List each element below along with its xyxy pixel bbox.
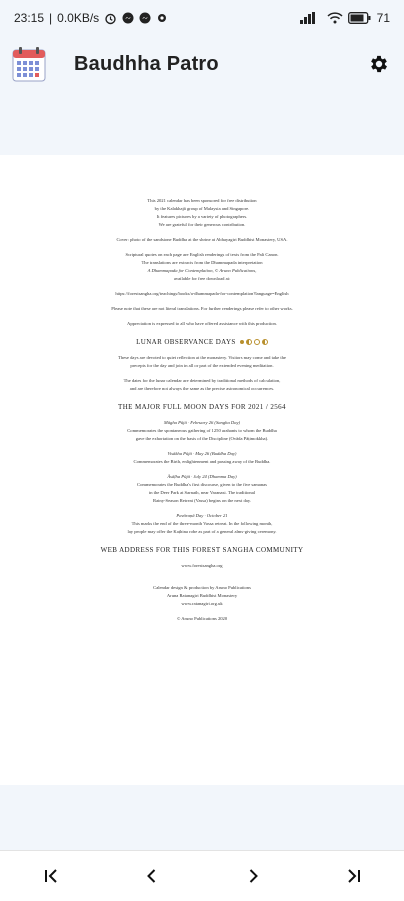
status-bar: 23:15 | 0.0KB/s 71: [14, 11, 390, 25]
credits-text: Calendar design & production by Aruno Publications Aruna Ratanagiri Buddhist Monastery www.ratanagiri.org.uk: [153, 585, 251, 606]
battery-icon: [348, 12, 372, 24]
last-page-button[interactable]: [329, 856, 379, 896]
half-moon-icon: [246, 339, 252, 345]
last-page-icon: [345, 867, 363, 885]
pavarana-day: Pavāraṇā Day · October 21 This marks the end of the three-month Vassa retreat. In the following month, lay people may offer the Kaṭhina robe as part of a general alms-giving ceremony.: [127, 513, 277, 534]
chevron-left-icon: [143, 867, 161, 885]
chevron-right-icon: [244, 867, 262, 885]
magha-puja: Māgha Pūjā · February 26 (Sangha Day) Commemorates the spontaneous gathering of 1250 arahants to whom the Buddha gave the exhortation on the basis of the Discipline (Ovāda Pāṭimokkha).: [127, 420, 277, 441]
settings-button[interactable]: [366, 51, 392, 77]
app-bar: [0, 36, 404, 92]
half-moon-icon: [262, 339, 268, 345]
page-document: [44, 197, 360, 630]
calendar-page: [0, 155, 404, 785]
web-url[interactable]: www.forestsangha.org: [181, 563, 223, 568]
lunar-heading: LUNAR OBSERVANCE DAYS: [44, 338, 360, 346]
web-heading: WEB ADDRESS FOR THIS FOREST SANGHA COMMUNITY: [100, 546, 304, 554]
first-page-icon: [42, 867, 60, 885]
first-page-button[interactable]: [26, 856, 76, 896]
scripture-text: Scriptural quotes on each page are English renderings of texts from the Pali Canon. The translations are extracts from the Dhammapada interpretation A Dhammapada for Contemplation, © Aruno Publications, available for free download at:: [125, 252, 279, 281]
lunar-text: These days are devoted to quiet reflection at the monastery. Visitors may come and take the precepts for the day and join in all or part of the extended evening meditation.: [118, 355, 286, 368]
network-speed: 0.0KB/s: [57, 11, 100, 25]
status-time: 23:15: [14, 11, 45, 25]
messenger-icon: [122, 12, 134, 24]
signal-icon: [300, 12, 322, 24]
previous-page-button[interactable]: [127, 856, 177, 896]
translation-note: Please note that these are not literal translations. For further renderings please refer to other works.: [111, 306, 293, 311]
messenger-icon: [139, 12, 151, 24]
page-navigation: [0, 850, 404, 901]
cover-credit: Cover: photo of the sandstone Buddha at the shrine at Abhayagiri Buddhist Monastery, USA.: [116, 237, 288, 242]
alarm-icon: [104, 12, 117, 25]
download-link[interactable]: https://forestsangha.org/teachings/books/a-dhammapada-for-contemplation?language=English: [115, 291, 289, 296]
gear-icon: [368, 53, 390, 75]
wifi-icon: [327, 12, 343, 24]
next-page-button[interactable]: [228, 856, 278, 896]
appreciation-text: Appreciation is expressed to all who have offered assistance with this production.: [127, 321, 277, 326]
copyright-text: © Aruno Publications 2020: [176, 616, 228, 621]
settings-status-icon: [156, 12, 168, 24]
new-moon-icon: [254, 339, 260, 345]
battery-level: 71: [376, 11, 390, 25]
asalha-puja: Āsāḷha Pūjā · July 24 (Dhamma Day) Commemorates the Buddha's first discourse, given to the five samanas in the Deer Park at Sarnath, near Varanasi. The traditional Rainy-Season Retreat (Vassa) begins on the next day.: [137, 474, 267, 503]
lunar-text: The dates for the lunar calendar are determined by traditional methods of calculation, and are therefore not always the same as the precise astronomical occurrences.: [123, 378, 281, 391]
app-title: Baudhha Patro: [74, 52, 219, 75]
calendar-icon: [12, 46, 46, 82]
full-moon-icon: [240, 340, 244, 344]
intro-text: This 2021 calendar has been sponsored for free distribution by the Kalakhajā group of Malaysia and Singapore. It features pictures by a variety of photographers. We are grateful for their generous contribution.: [147, 198, 257, 227]
vesakha-puja: Visākha Pūjā · May 26 (Buddha Day) Commemorates the Birth, enlightenment and passing away of the Buddha.: [133, 451, 271, 464]
fullmoon-heading: THE MAJOR FULL MOON DAYS FOR 2021 / 2564: [118, 403, 286, 411]
